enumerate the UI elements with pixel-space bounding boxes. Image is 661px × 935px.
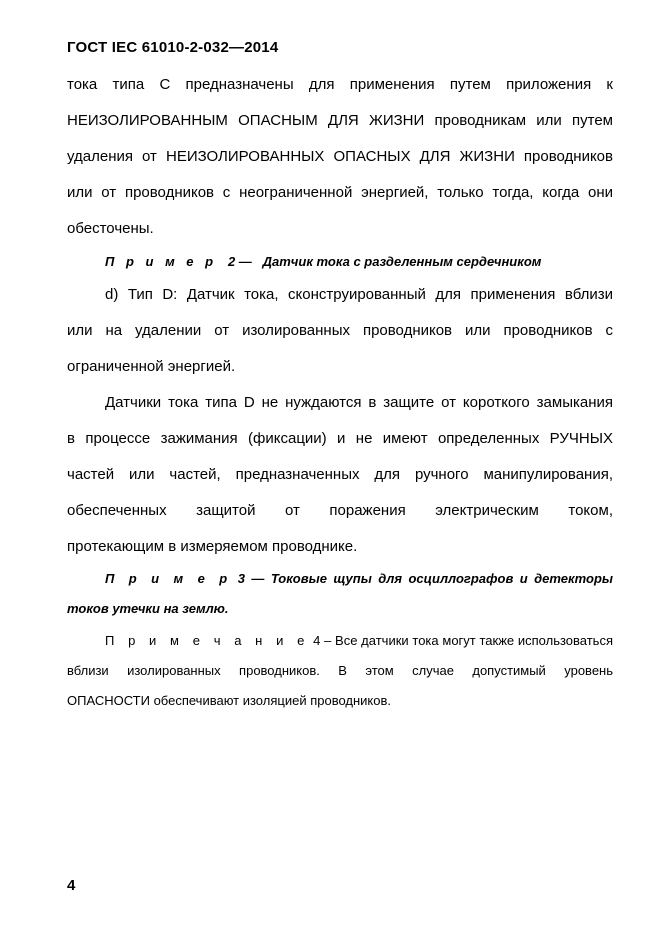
paragraph-line: протекающим в измеряемом проводнике.	[67, 538, 358, 555]
paragraph-line: НЕИЗОЛИРОВАННЫМ ОПАСНЫМ ДЛЯ ЖИЗНИ проводникам или путем	[67, 112, 613, 129]
note-text-line: вблизи изолированных проводников. В этом случае допустимый уровень	[67, 663, 613, 678]
note-text: Все датчики тока могут также использоваться	[335, 633, 613, 648]
example-label: П р и м е р	[105, 571, 232, 586]
page-number: 4	[67, 877, 76, 894]
note-label: П р и м е ч а н и е	[105, 633, 310, 648]
document-header: ГОСТ IEC 61010-2-032—2014	[67, 39, 279, 56]
paragraph-line: обесточены.	[67, 220, 154, 237]
example-number: 3 —	[237, 571, 265, 586]
example-number: 2 —	[227, 254, 252, 269]
paragraph-line: удаления от НЕИЗОЛИРОВАННЫХ ОПАСНЫХ ДЛЯ ЖИЗНИ проводников	[67, 148, 613, 165]
paragraph-line: или от проводников с неограниченной энергией, только тогда, когда они	[67, 184, 613, 201]
paragraph-line: или на удалении от изолированных проводников или проводников с	[67, 322, 613, 339]
example-label: П р и м е р	[105, 254, 218, 269]
paragraph-line: обеспеченных защитой от поражения электрическим током,	[67, 502, 613, 519]
example-3	[105, 571, 613, 586]
paragraph-line: в процессе зажимания (фиксации) и не имеют определенных РУЧНЫХ	[67, 430, 613, 447]
note-4	[105, 633, 613, 648]
example-text-continued: токов утечки на землю.	[67, 601, 229, 616]
paragraph-line: ограниченной энергией.	[67, 358, 236, 375]
example-text: Датчик тока с разделенным сердечником	[262, 254, 542, 269]
paragraph-line: Датчики тока типа D не нуждаются в защите от короткого замыкания	[105, 394, 613, 411]
note-text-line: ОПАСНОСТИ обеспечивают изоляцией проводников.	[67, 693, 392, 708]
example-2	[105, 254, 613, 269]
note-number: 4 –	[313, 633, 332, 648]
paragraph-line: частей или частей, предназначенных для ручного манипулирования,	[67, 466, 613, 483]
example-text: Токовые щупы для осциллографов и детекторы	[270, 571, 613, 586]
paragraph-line: тока типа C предназначены для применения путем приложения к	[67, 76, 613, 93]
paragraph-line: d) Тип D: Датчик тока, сконструированный для применения вблизи	[105, 286, 613, 303]
